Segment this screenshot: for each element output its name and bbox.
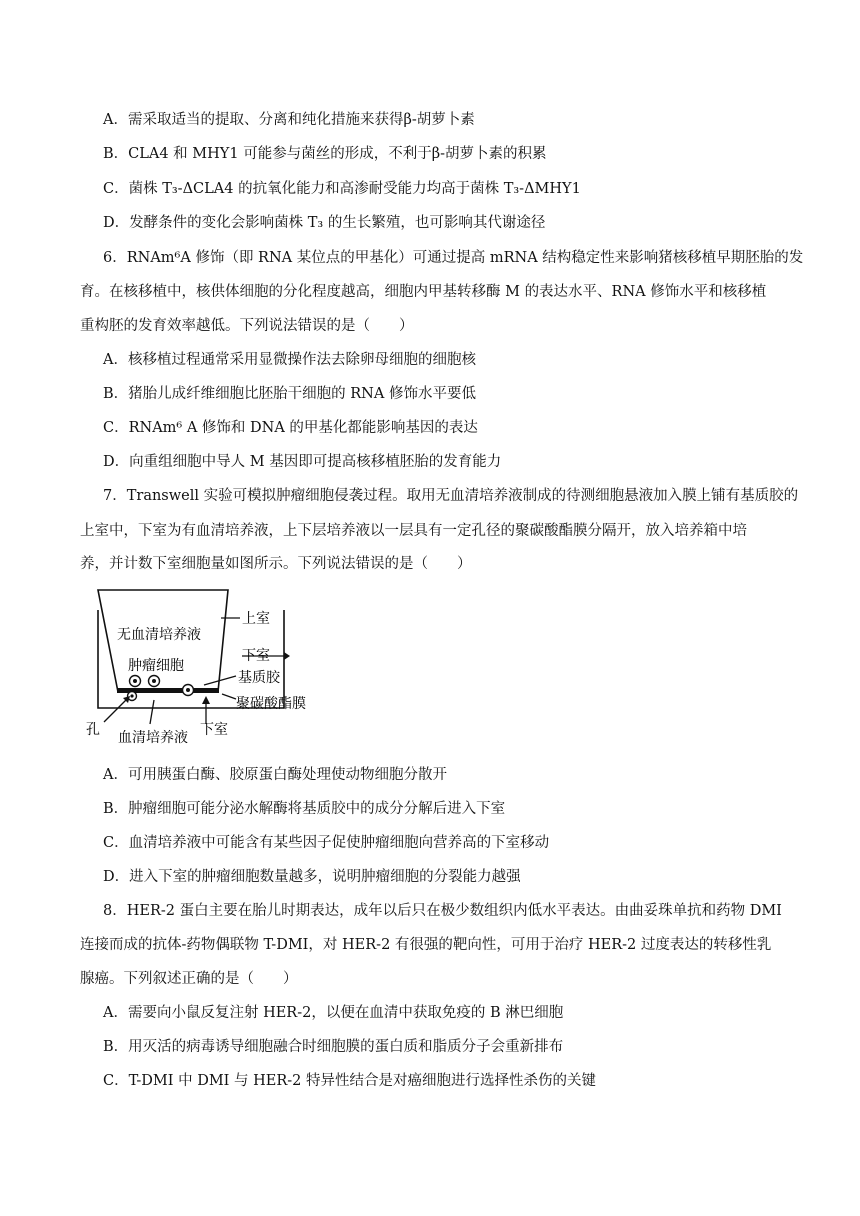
label-lower-chamber-bottom: 下室 [200,722,228,738]
q8-option-b: B．用灭活的病毒诱导细胞融合时细胞膜的蛋白质和脂质分子会重新排布 [103,1039,564,1055]
label-pore: 孔 [86,722,100,738]
q6-option-c: C．RNAm⁶ A 修饰和 DNA 的甲基化都能影响基因的表达 [103,420,478,436]
q6-stem-line-3: 重构胚的发育效率越低。下列说法错误的是（ ） [80,318,414,334]
label-upper-chamber: 上室 [242,611,270,627]
q6-option-d: D．向重组细胞中导人 M 基因即可提高核移植胚胎的发育能力 [103,454,502,470]
q5-option-c: C．菌株 T₃-ΔCLA4 的抗氧化能力和高渗耐受能力均高于菌株 T₃-ΔMHY1 [103,181,581,197]
label-serum-medium: 血清培养液 [118,730,188,744]
q7-option-a: A．可用胰蛋白酶、胶原蛋白酶处理使动物细胞分散开 [103,767,447,783]
q6-option-a: A．核移植过程通常采用显微操作法去除卵母细胞的细胞核 [103,352,476,368]
q8-option-c: C．T-DMI 中 DMI 与 HER-2 特异性结合是对癌细胞进行选择性杀伤的关键 [103,1073,597,1089]
q5-option-a: A．需采取适当的提取、分离和纯化措施来获得β-胡萝卜素 [103,112,475,128]
q6-stem-line-2: 育。在核移植中，核供体细胞的分化程度越高，细胞内甲基转移酶 M 的表达水平、RNA 修饰水平和核移植 [80,284,767,300]
q6-option-b: B．猪胎儿成纤维细胞比胚胎干细胞的 RNA 修饰水平要低 [103,386,476,402]
label-lower-chamber-top: 下室 [242,648,270,664]
q7-option-b: B．肿瘤细胞可能分泌水解酶将基质胶中的成分分解后进入下室 [103,801,506,817]
q8-option-a: A．需要向小鼠反复注射 HER-2，以便在血清中获取免疫的 B 淋巴细胞 [103,1005,564,1021]
q7-stem-line-1: 7．Transwell 实验可模拟肿瘤细胞侵袭过程。取用无血清培养液制成的待测细胞悬液加入膜上铺有基质胶的 [103,488,799,504]
label-tumor-cells: 肿瘤细胞 [128,658,184,674]
q5-option-b: B．CLA4 和 MHY1 可能参与菌丝的形成，不利于β-胡萝卜素的积累 [103,146,547,162]
q7-option-d: D．进入下室的肿瘤细胞数量越多，说明肿瘤细胞的分裂能力越强 [103,869,521,885]
q8-stem-line-1: 8．HER-2 蛋白主要在胎儿时期表达，成年以后只在极少数组织内低水平表达。由曲妥珠单抗和药物 DMI [103,903,782,919]
q7-stem-line-3: 养，并计数下室细胞量如图所示。下列说法错误的是（ ） [80,556,472,572]
label-pc-membrane: 聚碳酸酯膜 [236,696,306,712]
q7-stem-line-2: 上室中，下室为有血清培养液，上下层培养液以一层具有一定孔径的聚碳酸酯膜分隔开，放入培养箱中培 [80,523,747,539]
q8-stem-line-2: 连接而成的抗体-药物偶联物 T-DMI，对 HER-2 有很强的靶向性，可用于治疗 HER-2 过度表达的转移性乳 [80,937,772,953]
q8-stem-line-3: 腺癌。下列叙述正确的是（ ） [80,971,298,987]
label-serum-free-medium: 无血清培养液 [117,627,201,643]
q7-option-c: C．血清培养液中可能含有某些因子促使肿瘤细胞向营养高的下室移动 [103,835,550,851]
transwell-diagram [84,584,324,744]
label-matrigel: 基质胶 [238,670,280,686]
q5-option-d: D．发酵条件的变化会影响菌株 T₃ 的生长繁殖，也可影响其代谢途径 [103,215,546,231]
q6-stem-line-1: 6．RNAm⁶A 修饰（即 RNA 某位点的甲基化）可通过提高 mRNA 结构稳定性来影响猪核移植早期胚胎的发 [103,250,804,266]
